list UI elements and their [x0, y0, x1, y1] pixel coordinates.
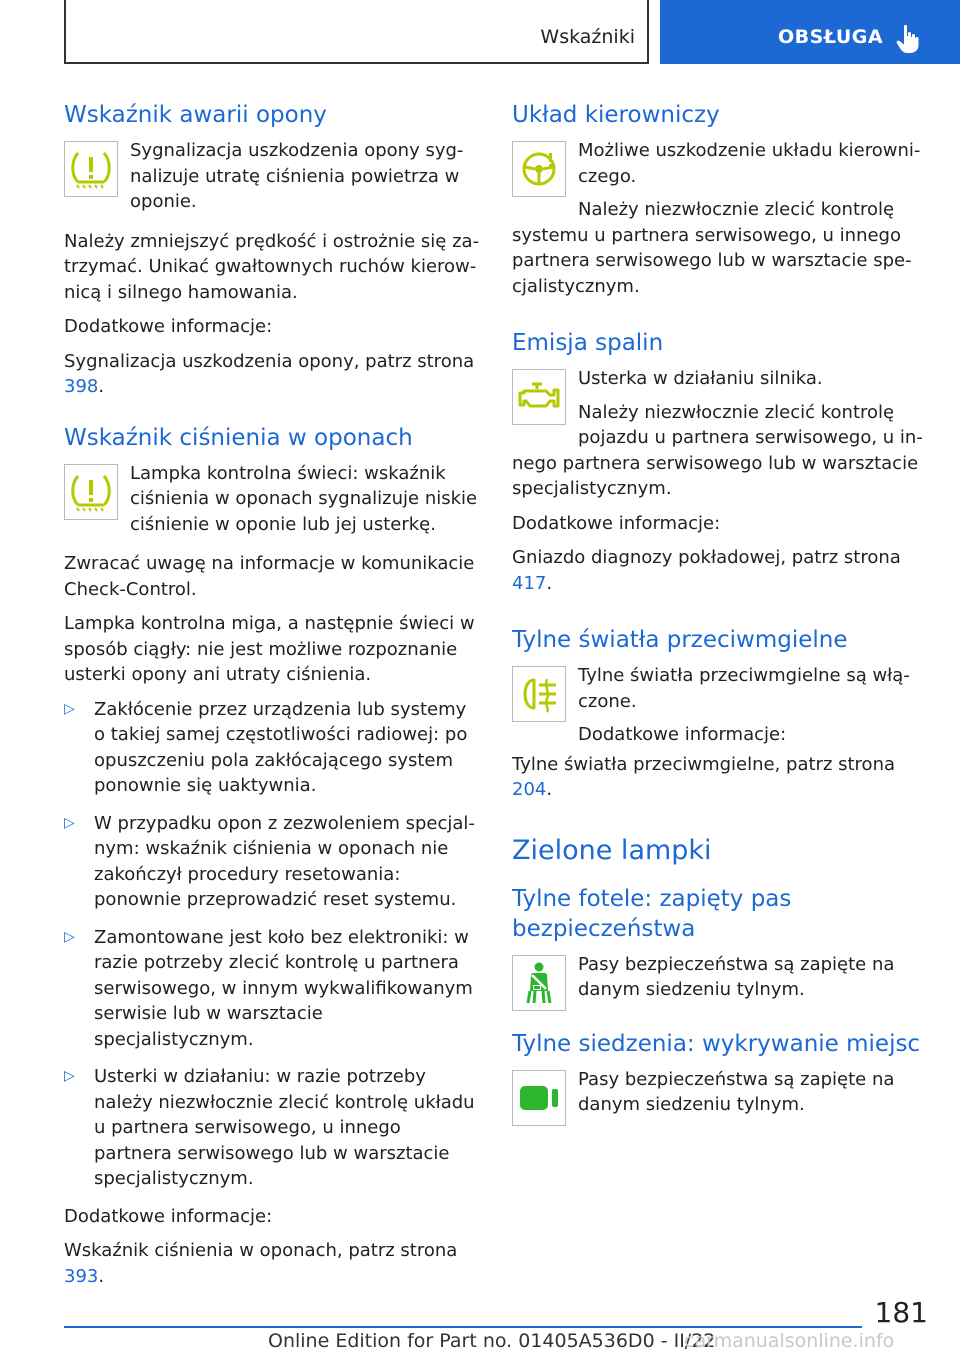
emission-continued: nego partnera serwisowego lub w warsztacie specjalistycznym. [512, 452, 919, 499]
footer-watermark: carmanualsonline.info [684, 1330, 895, 1352]
section-title-rear-fog: Tylne światła przeciwmgielne [512, 627, 848, 653]
page-link-417[interactable]: 417 [512, 572, 547, 594]
tire-failure-more-info-label: Dodatkowe informacje: [64, 316, 273, 337]
section-title-emission: Emisja spalin [512, 330, 664, 356]
engine-check-icon [512, 369, 566, 425]
footer-edition: Online Edition for Part no. 01405A536D0 - II/22 [268, 1330, 716, 1352]
header-section-tab [64, 0, 649, 64]
steering-indicator [512, 138, 928, 223]
steering-continued: systemu u partnera serwisowego, u innego partnera serwisowego lub w warsztacie specjalistycznym. [512, 224, 912, 297]
rear-seatbelt-indicator [512, 952, 928, 1011]
rear-fog-text-1: Tylne światła przeciwmgielne są włączone. [578, 665, 910, 712]
emission-text-2: Należy niezwłocznie zlecić kontrolę pojazdu u partnera serwisowego, u in- [578, 401, 923, 448]
emission-reference: Gniazdo diagnozy pokładowej, patrz strona 417. [512, 547, 901, 594]
list-item: ▷ Usterki w działaniu: w razie potrzeby należy niezwłocznie zlecić kontrolę układu u partnera serwisowego, u innego partnera serwisowego lub w warsztacie specjalistycznym. [64, 1064, 480, 1192]
tire-failure-instruction: Należy zmniejszyć prędkość i ostrożnie się zatrzymać. Unikać gwałtownych ruchów kierownicą i silnego hamowania. [64, 230, 480, 303]
rear-fog-reference: Tylne światła przeciwmgielne, patrz strona 204. [512, 753, 896, 800]
steering-text-2: Należy niezwłocznie zlecić kontrolę [578, 199, 895, 220]
page-link-393[interactable]: 393 [64, 1265, 99, 1287]
rear-fog-text-2: Dodatkowe informacje: [578, 724, 787, 745]
seat-occupancy-icon [512, 1070, 566, 1126]
tire-pressure-indicator [64, 461, 480, 546]
tire-pressure-warning-icon [64, 141, 118, 197]
tire-pressure-text: Lampka kontrolna świeci: wskaźnik ciśnienia w oponach sygnalizuje niskie ciśnienie w oponie lub jej usterkę. [130, 462, 478, 535]
section-title-tire-failure: Wskaźnik awarii opony [64, 102, 327, 128]
tire-pressure-blink-text: Lampka kontrolna miga, a następnie świeci w sposób ciągły: nie jest możliwe rozpoznanie usterki opony ani utraty ciśnienia. [64, 613, 475, 685]
page-link-204[interactable]: 204 [512, 779, 547, 800]
emission-indicator [512, 366, 928, 451]
list-item: ▷ Zamontowane jest koło bez elektroniki: w razie potrzeby zlecić kontrolę u partnera serwisowego, w innym wykwalifikowanym serwisie lub w warsztacie specjalistycznym. [64, 925, 480, 1053]
list-item: ▷ Zakłócenie przez urządzenia lub systemy o takiej samej częstotliwości radiowej: po opuszczeniu pola zakłócającego system ponownie się uaktywnia. [64, 697, 480, 799]
page-link-398[interactable]: 398 [64, 376, 99, 397]
hand-pointer-icon [896, 24, 920, 54]
footer-divider [64, 1326, 862, 1328]
header-section-title: Wskaźniki [540, 26, 635, 48]
steering-text-1: Możliwe uszkodzenie układu kierowniczego. [578, 140, 921, 187]
list-item: ▷ W przypadku opon z zezwoleniem specjalnym: wskaźnik ciśnienia w oponach nie zakończył procedury resetowania: ponownie przeprowadzić reset systemu. [64, 811, 480, 913]
rear-fog-light-icon [512, 666, 566, 722]
tire-pressure-check-control: Zwracać uwagę na informacje w komunikacie Check-Control. [64, 553, 475, 600]
seat-occupancy-text: Pasy bezpieczeństwa są zapięte na danym siedzeniu tylnym. [578, 1068, 895, 1115]
header-chapter-tab[interactable] [660, 0, 960, 64]
steering-warning-icon [512, 141, 566, 197]
emission-text-1: Usterka w działaniu silnika. [578, 368, 823, 389]
tire-pressure-more-info-label: Dodatkowe informacje: [64, 1205, 273, 1227]
tire-pressure-reference: Wskaźnik ciśnienia w oponach, patrz strona 393. [64, 1240, 458, 1287]
rear-fog-indicator [512, 663, 928, 748]
rear-seatbelt-text: Pasy bezpieczeństwa są zapięte na danym siedzeniu tylnym. [578, 953, 895, 1000]
tire-failure-indicator [64, 138, 480, 223]
section-title-seat-occupancy: Tylne siedzenia: wykrywanie miejsc [512, 1030, 921, 1057]
section-title-steering: Układ kierowniczy [512, 102, 720, 128]
tire-failure-reference: Sygnalizacja uszkodzenia opony, patrz strona 398. [64, 350, 475, 397]
tire-pressure-monitor-icon [64, 464, 118, 520]
header-chapter-title: OBSŁUGA [778, 26, 884, 48]
right-column [512, 100, 928, 1132]
tire-failure-text: Sygnalizacja uszkodzenia opony sygnalizuje utratę ciśnienia powietrza w oponie. [130, 140, 464, 212]
section-title-tire-pressure: Wskaźnik ciśnienia w oponach [64, 424, 413, 451]
section-title-green-lamps: Zielone lampki [512, 834, 712, 866]
left-column [64, 100, 480, 1298]
section-title-rear-seatbelt: Tylne fotele: zapięty pas bezpieczeństwa [512, 885, 792, 942]
tire-pressure-causes-list [64, 697, 480, 1192]
seatbelt-fastened-icon [512, 955, 566, 1011]
emission-more-info-label: Dodatkowe informacje: [512, 512, 721, 534]
page-number: 181 [874, 1296, 928, 1329]
seat-occupancy-indicator [512, 1067, 928, 1126]
